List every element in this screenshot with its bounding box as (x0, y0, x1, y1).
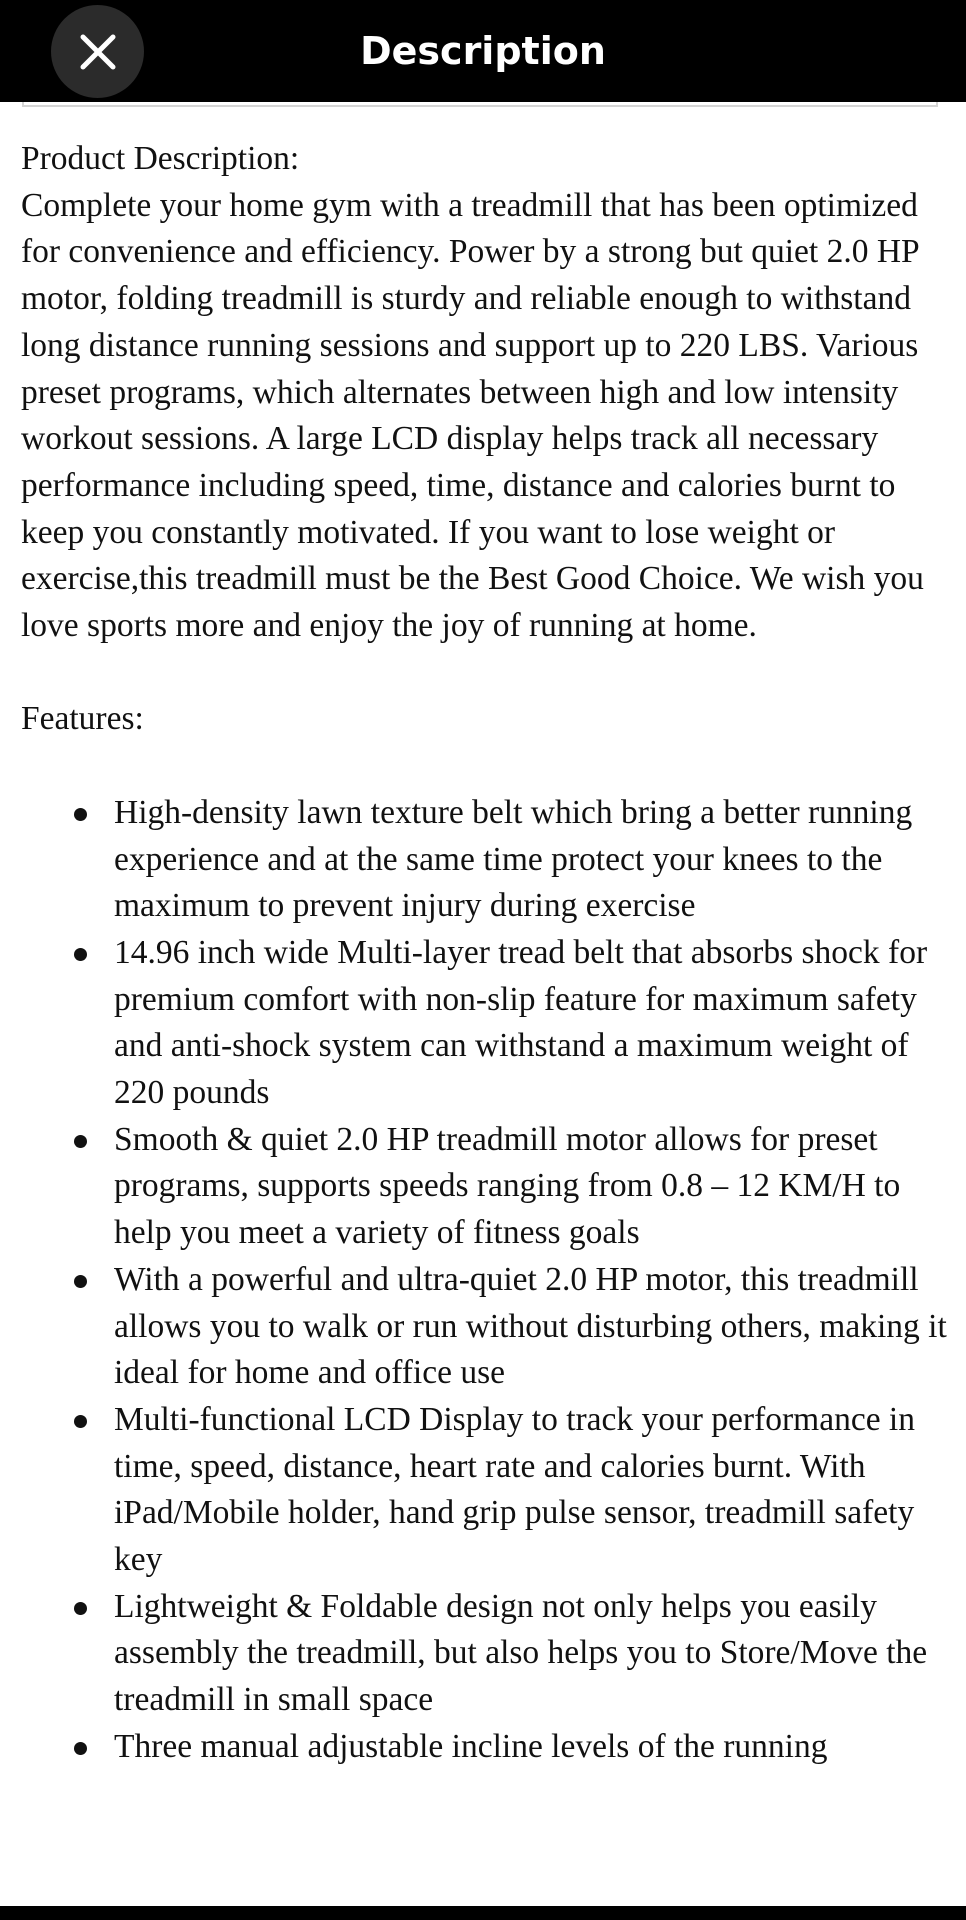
features-heading: Features: (21, 700, 144, 738)
spacer (21, 650, 951, 697)
description-content (21, 136, 951, 1771)
features-list (21, 790, 951, 1771)
feature-item: Smooth & quiet 2.0 HP treadmill motor allows for preset programs, supports speeds ranging from 0.8 – 12 KM/H to help you meet a variety of fitness goals (21, 1117, 951, 1257)
feature-item: 14.96 inch wide Multi-layer tread belt that absorbs shock for premium comfort with non-slip feature for maximum safety and anti-shock system can withstand a maximum weight of 220 pounds (21, 930, 951, 1117)
page-title: Description (360, 29, 606, 73)
feature-item: Three manual adjustable incline levels of the running (21, 1724, 951, 1771)
feature-item: Lightweight & Foldable design not only helps you easily assembly the treadmill, but also helps you to Store/Move the treadmill in small space (21, 1584, 951, 1724)
feature-item: With a powerful and ultra-quiet 2.0 HP motor, this treadmill allows you to walk or run without disturbing others, making it ideal for home and office use (21, 1257, 951, 1397)
description-heading: Product Description: (21, 140, 300, 177)
spacer (21, 743, 951, 790)
header-bar (0, 0, 966, 102)
feature-item: High-density lawn texture belt which bring a better running experience and at the same time protect your knees to the maximum to prevent injury during exercise (21, 790, 951, 930)
top-divider (22, 102, 938, 107)
description-body: Complete your home gym with a treadmill that has been optimized for convenience and efficiency. Power by a strong but quiet 2.0 HP motor, folding treadmill is sturdy and reliable enough to withstand long distance running sessions and support up to 220 LBS. Various preset programs, which alternates between high and low intensity workout sessions. A large LCD display helps track all necessary performance including speed, time, distance and calories burnt to keep you constantly motivated. If you want to lose weight or exercise,this treadmill must be the Best Good Choice. We wish you love sports more and enjoy the joy of running at home. (21, 186, 924, 645)
bottom-bar (0, 1906, 966, 1920)
feature-item: Multi-functional LCD Display to track your performance in time, speed, distance, heart rate and calories burnt. With iPad/Mobile holder, hand grip pulse sensor, treadmill safety key (21, 1397, 951, 1584)
